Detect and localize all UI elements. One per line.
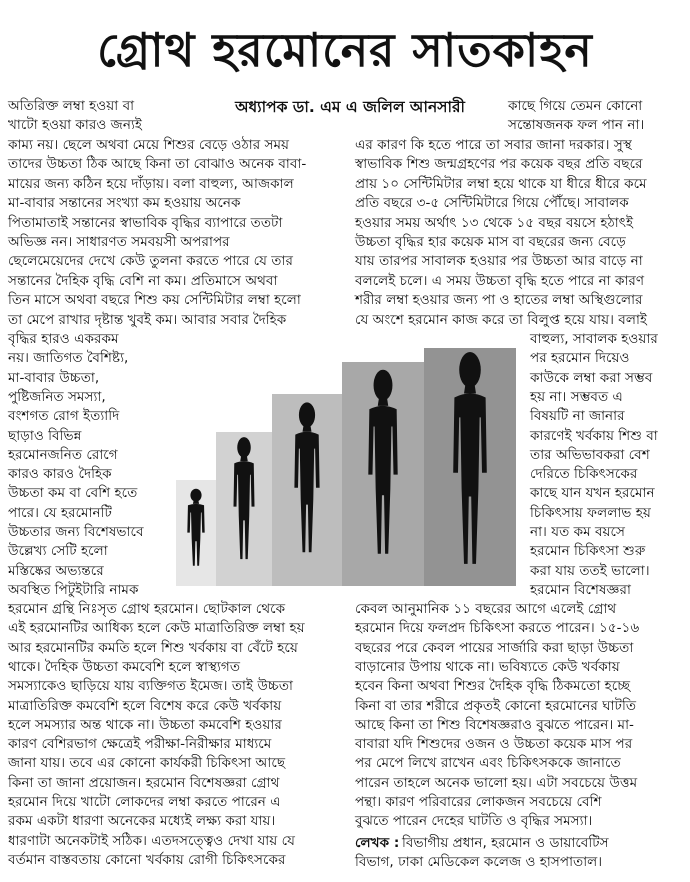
author-label: লেখক : — [355, 835, 400, 851]
text-line: বর্তমান বাস্তবতায় কোনো খর্বকায় রোগী চিকিৎসকের — [8, 851, 286, 868]
text-line: কাছে গিয়ে তেমন কোনো — [508, 98, 643, 114]
text-line: তাদের উচ্চতা ঠিক আছে কিনা তা বোঝাও অনেক বাবা- — [8, 156, 307, 173]
text-line: আছে কিনা তা শিশু বিশেষজ্ঞরাও বুঝতে পারেন। মা- — [355, 716, 634, 733]
text-line: কাম্য নয়। ছেলে অথবা মেয়ে শিশুর বেড়ে ওঠার সময় — [8, 137, 290, 153]
text-line: মা-বাবার উচ্চতা, — [8, 369, 100, 386]
text-line: হরমোন গ্রন্থি নিঃসৃত গ্রোথ হরমোন। ছোটকাল থেকে — [8, 601, 286, 617]
text-line: কারণেই খর্বকায় শিশু বা — [530, 427, 658, 444]
text-line: তা মেপে রাখার দৃষ্টান্ত খুবই কম। আবার সবার দৈহিক — [8, 311, 287, 328]
text-line: জানা যায়। তবে এর কোনো কার্যকরী চিকিৎসা আছে — [8, 755, 286, 772]
text-line: প্রায় ১০ সেন্টিমিটার লম্বা হয়ে থাকে যা ধীরে ধীরে কমে — [355, 175, 647, 192]
text-line: হয় না। সম্ভবত এ — [530, 388, 623, 405]
text-line: পর মেপে লিখে রাখেন এবং চিকিৎসককে জানাতে — [355, 755, 621, 772]
text-line: বংশগত রোগ ইত্যাদি — [8, 408, 120, 425]
text-line: হরমোনজনিত রোগে — [8, 446, 118, 463]
text-line: প্রতি বছরে ৩-৫ সেন্টিমিটারে গিয়ে পৌঁছে। সাবালক — [355, 195, 629, 212]
text-line: বিষয়টি না জানার — [530, 408, 625, 425]
growth-illustration — [176, 346, 518, 586]
text-line: মস্তিষ্কের অভ্যন্তরে — [8, 562, 104, 579]
text-line: না। যত কম বয়সে — [530, 524, 625, 540]
text-line: থাকে। দৈহিক উচ্চতা কমবেশি হলে স্বাস্থ্যগত — [8, 658, 241, 675]
text-line: পর হরমোন দিয়েও — [530, 350, 630, 367]
text-line: মাত্রাতিরিক্ত কমবেশি হলে বিশেষ করে কেউ খর্বকায় — [8, 697, 282, 714]
text-line: পিতামাতাই সন্তানের স্বাভাবিক বৃদ্ধির ব্যাপারে ততটা — [8, 214, 283, 231]
text-line: পন্থা। কারণ পরিবারের লোকজন সবচেয়ে বেশি — [355, 794, 602, 810]
text-line: অবস্থিত পিটুইটারি নামক — [8, 581, 139, 598]
text-line: আর হরমোনটির কমতি হলে শিশু খর্বকায় বা বেঁটে হয়ে — [8, 639, 298, 656]
text-line: স্বাভাবিক শিশু জন্মগ্রহণের পর কয়েক বছর প্রতি বছরে — [355, 156, 643, 173]
text-line: হরমোন চিকিৎসা শুরু — [530, 543, 646, 560]
text-line: ধারণাটা অনেকটাই সঠিক। এতদসত্ত্বেও দেখা যায় যে — [8, 832, 295, 849]
text-line: তার অভিভাবকরা বেশ — [530, 446, 650, 463]
text-line: মায়ের জন্য কঠিন হয়ে দাঁড়ায়। বলা বাহুল্য, আজকাল — [8, 175, 294, 192]
text-line: যে অংশে হরমোন কাজ করে তা বিলুপ্ত হয়ে যায়। বলাই — [355, 311, 647, 328]
text-line: এই হরমোনটির আধিক্য হলে কেউ মাত্রাতিরিক্ত লম্বা হয় — [8, 620, 305, 637]
text-line: উচ্চতা বৃদ্ধির হার কয়েক মাস বা বছরের জন্য বেড়ে — [355, 234, 626, 250]
text-line: হরমোন বিশেষজ্ঞরা — [530, 581, 631, 598]
text-line: পারে। যে হরমোনটি — [8, 504, 112, 521]
text-line: কারও কারও দৈহিক — [8, 466, 112, 483]
text-line: উচ্চতার জন্য বিশেষভাবে — [8, 524, 144, 540]
article-title: গ্রোথ হরমোনের সাতকাহন — [97, 23, 593, 77]
text-line: ছেলেমেয়েদের দেখে কেউ তুলনা করতে পারে যে তার — [8, 253, 293, 270]
text-line: তিন মাসে অথবা বছরে শিশু কয় সেন্টিমিটার লম্বা হলো — [8, 292, 301, 309]
text-line: কেবল আনুমানিক ১১ বছরের আগে এলেই গ্রোথ — [355, 601, 617, 617]
text-line: হবেন কিনা অথবা শিশুর দৈহিক বৃদ্ধি ঠিকমতো হচ্ছে — [355, 678, 631, 695]
text-line: বললেই চলে। এ সময় উচ্চতা বৃদ্ধি হতে পারে না কারণ — [355, 272, 645, 289]
text-line: হওয়ার সময় অর্থাৎ ১৩ থেকে ১৫ বছর বয়সে হঠাৎই — [355, 214, 634, 231]
text-line: কাছে যান যখন হরমোন — [530, 485, 655, 502]
text-line: বৃদ্ধির হারও একরকম — [8, 331, 119, 347]
text-line: শরীর লম্বা হওয়ার জন্য পা ও হাতের লম্বা অস্থিগুলোর — [355, 292, 643, 309]
text-line: সন্তানের দৈহিক বৃদ্ধি বেশি না কম। প্রতিমাসে অথবা — [8, 272, 278, 289]
text-line: হরমোন দিয়ে ফলপ্রদ চিকিৎসা করতে পারেন। ১৫-১৬ — [355, 620, 640, 637]
author-info-line2: বিভাগ, ঢাকা মেডিকেল কলেজ ও হাসপাতাল। — [355, 854, 603, 870]
text-line: হলে সমস্যার অন্ত থাকে না। উচ্চতা কমবেশি হওয়ার — [8, 716, 282, 733]
text-line: হরমোন দিয়ে খাটো লোকদের লম্বা করতে পারেন এ — [8, 794, 281, 810]
text-line: রকম একটা ধারণা অনেকের মধ্যেই লক্ষ্য করা যায়। — [8, 813, 276, 830]
text-line: নয়। জাতিগত বৈশিষ্ট্য, — [8, 350, 129, 367]
text-line: বছরের পরে কেবল পায়ের সার্জারি করা ছাড়া উচ্চতা — [355, 639, 634, 656]
text-line: বাবারা যদি শিশুদের ওজন ও উচ্চতা কয়েক মাস পর — [355, 736, 633, 753]
text-line: খাটো হওয়া কারও জন্যই — [8, 117, 142, 134]
text-line: দেরিতে চিকিৎসকের — [530, 466, 638, 483]
text-line: সমস্যাকেও ছাড়িয়ে যায় ব্যক্তিগত ইমেজ। তাই উচ্চতা — [8, 678, 293, 695]
text-line: করা যায় ততই ভালো। — [530, 562, 650, 579]
text-line: ছাড়াও বিভিন্ন — [8, 427, 82, 444]
author-info-line1: বিভাগীয় প্রধান, হরমোন ও ডায়াবেটিস — [402, 835, 609, 851]
text-line: কাউকে লম্বা করা সম্ভব — [530, 369, 653, 386]
text-line: কিনা তা জানা প্রয়োজন। হরমোন বিশেষজ্ঞরা গ্রোথ — [8, 774, 280, 791]
text-line: সন্তোষজনক ফল পান না। — [508, 117, 645, 134]
text-line: উচ্চতা কম বা বেশি হতে — [8, 485, 138, 502]
text-line: উল্লেখ্য সেটি হলো — [8, 543, 108, 560]
text-line: মা-বাবার সন্তানের সংখ্যা কম হওয়ায় অনেক — [8, 195, 241, 212]
text-line: বাহুল্য, সাবালক হওয়ার — [530, 331, 658, 347]
text-line: কিনা বা তার শরীরে প্রকৃতই কোনো হরমোনের ঘাটতি — [355, 697, 637, 714]
text-line: অতিরিক্ত লম্বা হওয়া বা — [8, 98, 135, 114]
text-line: বাড়ানোর উপায় থাকে না। ভবিষ্যতে কেউ খর্বকায় — [355, 658, 620, 675]
author-byline: অধ্যাপক ডা. এম এ জলিল আনসারী — [235, 98, 465, 116]
text-line: পুষ্টিজনিত সমস্যা, — [8, 388, 106, 405]
text-line: এর কারণ কি হতে পারে তা সবার জানা দরকার। সুস্থ — [355, 137, 632, 153]
text-line: কারণ বেশিরভাগ ক্ষেত্রেই পরীক্ষা-নিরীক্ষার মাধ্যমে — [8, 736, 272, 753]
text-line: যায় তারপর সাবালক হওয়ার পর উচ্চতা আর বাড়ে না — [355, 253, 643, 270]
text-line: পারেন তাহলে অনেক ভালো হয়। এটা সবচেয়ে উত্তম — [355, 774, 638, 791]
text-line: বুঝতে পারেন দেহের ঘাটতি ও বৃদ্ধির সমস্যা। — [355, 813, 593, 830]
text-line: অভিজ্ঞ নন। সাধারণত সমবয়সী অপরাপর — [8, 234, 230, 250]
text-line: চিকিৎসায় ফললাভ হয় — [530, 504, 651, 521]
